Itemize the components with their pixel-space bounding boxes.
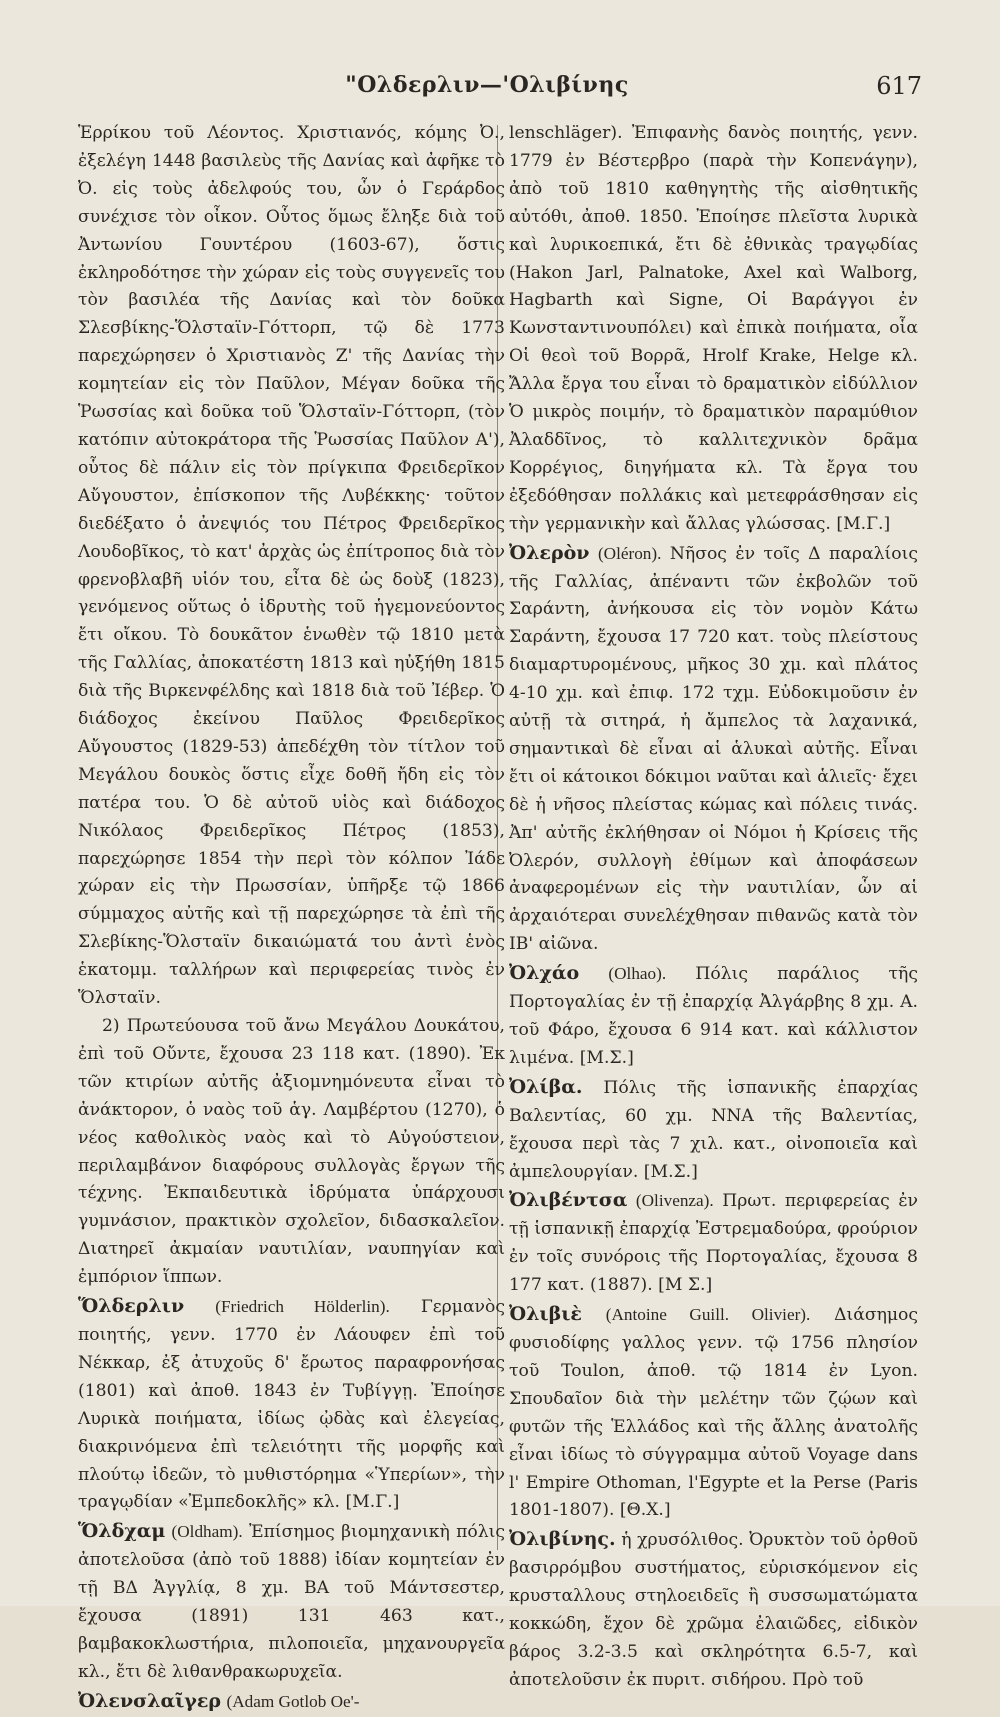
entry-text: Πόλις τῆς ἱσπανικῆς ἐπαρχίας Βαλεντίας, 60 χμ. ΝΝΑ τῆς Βαλεντίας, ἔχουσα περὶ τὰς 7 χιλ. κατ., οἰνοποιεῖα καὶ ἀμπελουργίαν. [Μ.Σ.] <box>509 1077 919 1182</box>
entry-latin-name: (Oldham). <box>171 1522 243 1542</box>
page-number: 617 <box>876 72 922 100</box>
entry-headword: Ὀλιβιὲ <box>509 1303 582 1326</box>
entry-headword: Ὀλιβέντσα <box>509 1189 628 1212</box>
entry-text: Γερμανὸς ποιητής, γενν. 1770 ἐν Λάουφεν ἐπὶ τοῦ Νέκκαρ, ἐξ ἀτυχοῦς δ' ἔρωτος παραφρονήσας (1801) καὶ ἀποθ. 1843 ἐν Τυβίγγῃ. Ἐποίησε Λυρικὰ ποιήματα, ἰδίως ᾠδὰς καὶ ἐλεγείας, διακρινόμενα ἐπὶ τελειότητι τῆς μορφῆς καὶ πλούτῳ ἰδεῶν, τὸ μυθιστόρημα «Ὑπερίων», τὴν τραγῳδίαν «Ἐμπεδοκλῆς» κλ. [Μ.Γ.] <box>78 1297 505 1513</box>
entry-latin-name: (Antoine Guill. Olivier). <box>605 1305 811 1325</box>
paragraph: Ἑρρίκου τοῦ Λέοντος. Χριστιανός, κόμης Ὀ., ἐξελέγη 1448 βασιλεὺς τῆς Δανίας καὶ ἀφῆκε τὸ Ὀ. εἰς τοὺς ἀδελφούς του, ὧν ὁ Γεράρδος συνέχισε τὸν οἶκον. Οὗτος ὅμως ἔληξε διὰ τοῦ Ἀντωνίου Γουντέρου (1603-67), ὅστις ἐκληροδότησε τὴν χώραν εἰς τοὺς συγγενεῖς του τὸν βασιλέα τῆς Δανίας καὶ τὸν δοῦκα Σλεσβίκης-Ὅλσταϊν-Γόττορπ, τῷ δὲ 1773 παρεχώρησεν ὁ Χριστιανὸς Ζ' τῆς Δανίας τὴν κομητείαν εἰς τὸν Παῦλον, Μέγαν δοῦκα τῆς Ῥωσσίας καὶ δοῦκα τοῦ Ὅλσταϊν-Γόττορπ, (τὸν κατόπιν αὐτοκράτορα τῆς Ῥωσσίας Παῦλον Α'), οὗτος δὲ πάλιν εἰς τὸν πρίγκιπα Φρειδερῖκον Αὔγουστον, ἐπίσκοπον τῆς Λυβέκκης· τοῦτον διεδέξατο ὁ ἀνεψιός του Πέτρος Φρειδερῖκος Λουδοβῖκος, τὸ κατ' ἀρχὰς ὡς ἐπίτροπος διὰ τὸν φρενοβλαβῆ υἱόν του, εἶτα δὲ ὡς δοὺξ (1823), γενόμενος οὕτως ὁ ἱδρυτὴς τοῦ ἡγεμονεύοντος ἔτι οἴκου. Τὸ δουκᾶτον ἑνωθὲν τῷ 1810 μετὰ τῆς Γαλλίας, ἀποκατέστη 1813 καὶ ηὐξήθη 1815 διὰ τῆς Βιρκενφέλδης καὶ 1818 διὰ τοῦ Ἰέβερ. Ὁ διάδοχος ἐκείνου Παῦλος Φρειδερῖκος Αὔγουστος (1829-53) ἀπεδέχθη τὸν τίτλον τοῦ Μεγάλου δουκὸς ὅστις εἶχε δοθῆ ἤδη εἰς τὸν πατέρα του. Ὁ δὲ αὐτοῦ υἱὸς καὶ διάδοχος Νικόλαος Φρειδερῖκος Πέτρος (1853), παρεχώρησε 1854 τὴν περὶ τὸν κόλπον Ἰάδε χώραν εἰς τὴν Πρωσσίαν, ὑπῆρξε τῷ 1866 σύμμαχος αὐτῆς καὶ τῇ παρεχώρησε τὰ ἐπὶ τῆς Σλεβίκης-Ὅλσταϊν δικαιώματά του ἀντὶ ἑνὸς ἑκατομμ. ταλλήρων καὶ περιφερείας τινὸς ἐν Ὅλσταϊν. <box>78 123 505 1009</box>
entry-text: Νῆσος ἐν τοῖς Δ παραλίοις τῆς Γαλλίας, ἀπέναντι τῶν ἐκβολῶν τοῦ Σαράντη, ἀνήκουσα εἰς τὸν νομὸν Κάτω Σαράντη, ἔχουσα 17 720 κατ. τοὺς πλείστους διαμαρτυρομένους, μῆκος 30 χμ. καὶ πλάτος 4-10 χμ. καὶ ἐπιφ. 172 τχμ. Εὐδοκιμοῦσιν ἐν αὐτῇ τὰ σιτηρά, ἡ ἄμπελος τὰ λαχανικά, σημαντικαὶ δὲ εἶναι αἱ ἁλυκαὶ αὐτῆς. Εἶναι ἔτι οἱ κάτοικοι δόκιμοι ναῦται καὶ ἁλιεῖς· ἔχει δὲ ἡ νῆσος πλείστας κώμας καὶ πόλεις τινάς. Ἀπ' αὐτῆς ἐκλήθησαν οἱ Νόμοι ἡ Κρίσεις τῆς Ὀλερόν, συλλογὴ ἐθίμων καὶ ἀποφάσεων ἀναφερομένων εἰς τὴν ναυτιλίαν, ὧν αἱ ἀρχαιότεραι συνελέχθησαν πιθανῶς κατὰ τὸν ΙΒ' αἰῶνα. <box>509 543 918 955</box>
entry-latin-name: (Olivenza). <box>635 1191 714 1211</box>
entry-latin-name: (Adam Gotlob Oe'- <box>226 1691 360 1711</box>
entry-headword: Ὀλιβίνης. <box>509 1528 616 1551</box>
dictionary-entry <box>509 1074 918 1187</box>
running-head: "Ολδερλιν—'Ολιβίνης <box>345 72 629 98</box>
entry-latin-name: (Friedrich Hölderlin). <box>215 1297 390 1317</box>
entry-text: ἡ χρυσόλιθος. Ὀρυκτὸν τοῦ ὀρθοῦ βασιρρόμβου συστήματος, εὑρισκόμενον εἰς κρυσταλλους στηλοειδεῖς ἢ συσσωματώματα κοκκώδη, ἔχον δὲ χρῶμα ἐλαιῶδες, εἰδικὸν βάρος 3.2-3.5 καὶ σκληρότητα 6.5-7, καὶ ἀποτελοῦσιν ἐκ πυριτ. σιδήρου. Πρὸ τοῦ <box>509 1530 918 1690</box>
entry-headword: Ὅλδερλιν <box>78 1295 185 1318</box>
entry-headword: Ὀλχάο <box>509 962 580 985</box>
entry-headword: Ὀλερὸν <box>509 541 590 564</box>
dictionary-entry <box>78 1293 505 1517</box>
left-column <box>78 120 505 1712</box>
paragraph: 2) Πρωτεύουσα τοῦ ἄνω Μεγάλου Δουκάτου, ἐπὶ τοῦ Οὔντε, ἔχουσα 23 118 κατ. (1890). Ἐκ τῶν κτιρίων αὐτῆς ἀξιομνημόνευτα εἶναι τὸ ἀνάκτορον, ὁ ναὸς τοῦ ἁγ. Λαμβέρτου (1270), ὁ νέος καθολικὸς ναὸς καὶ τὸ Αὐγούστειον, περιλαμβάνον διαφόρους συλλογὰς ἔργων τῆς τέχνης. Ἐκπαιδευτικὰ ἱδρύματα ὑπάρχουσι γυμνάσιον, πρακτικὸν σχολεῖον, διδασκαλεῖον. Διατηρεῖ ἀκμαίαν ναυτιλίαν, ναυπηγίαν καὶ ἐμπόριον ἵππων. <box>78 1016 505 1288</box>
entry-text: Πόλις παράλιος τῆς Πορτογαλίας ἐν τῇ ἐπαρχίᾳ Ἀλγάρβης 8 χμ. Α. τοῦ Φάρο, ἔχουσα 6 914 κατ. καὶ κάλλιστον λιμένα. [Μ.Σ.] <box>509 964 918 1068</box>
entry-headword: Ὅλδχαμ <box>78 1520 166 1543</box>
dictionary-entry <box>78 1518 505 1686</box>
dictionary-entry <box>509 540 918 960</box>
entry-latin-name: (Oléron). <box>597 543 662 563</box>
page-header <box>52 72 922 112</box>
paragraph: lenschläger). Ἐπιφανὴς δανὸς ποιητής, γενν. 1779 ἐν Βέστερβρο (παρὰ τὴν Κοπενάγην), ἀπὸ τοῦ 1810 καθηγητὴς τῆς αἰσθητικῆς αὐτόθι, ἀποθ. 1850. Ἐποίησε πλεῖστα λυρικὰ καὶ λυρικοεπικά, ἔτι δὲ ἐθνικὰς τραγῳδίας (Hakon Jarl, Palnatoke, Axel καὶ Walborg, Hagbarth καὶ Signe, Οἱ Βαράγγοι ἐν Κωνσταντινουπόλει) καὶ ἐπικὰ ποιήματα, οἷα Οἱ θεοὶ τοῦ Βορρᾶ, Hrolf Krake, Helge κλ. Ἄλλα ἔργα του εἶναι τὸ δραματικὸν εἰδύλλιον Ὁ μικρὸς ποιμήν, τὸ δραματικὸν παραμύθιον Ἀλαδδῖνος, τὸ καλλιτεχνικὸν δρᾶμα Κορρέγιος, διηγήματα κλ. Τὰ ἔργα του ἐξεδόθησαν πολλάκις καὶ μετεφράσθησαν εἰς τὴν γερμανικὴν καὶ ἄλλας γλώσσας. [Μ.Γ.] <box>509 123 918 534</box>
entry-headword: Ὀλενσλαῖγερ <box>78 1689 222 1712</box>
entry-text: Ἐπίσημος βιομηχανικὴ πόλις ἀποτελοῦσα (ἀπὸ τοῦ 1888) ἰδίαν κομητείαν ἐν τῇ ΒΔ Ἀγγλίᾳ, 8 χμ. ΒΑ τοῦ Μάντσεστερ, ἔχουσα (1891) 131 463 κατ., βαμβακοκλωστήρια, πιλοποιεῖα, μηχανουργεῖα κλ., ἔτι δὲ λιθανθρακωρυχεῖα. <box>78 1522 505 1682</box>
dictionary-entry <box>509 1187 918 1300</box>
entry-text: Πρωτ. περιφερείας ἐν τῇ ἱσπανικῇ ἐπαρχίᾳ Ἐστρεμαδούρα, φρούριον ἐν τοῖς συνόροις τῆς Πορτογαλίας, ἔχουσα 8 177 κατ. (1887). [Μ Σ.] <box>509 1191 918 1296</box>
entry-text: Διάσημος φυσιοδίφης γαλλος γενν. τῷ 1756 πλησίον τοῦ Toulon, ἀποθ. τῷ 1814 ἐν Lyon. Σπουδαῖον διὰ τὴν μελέτην τῶν ζῴων καὶ φυτῶν τῆς Ἑλλάδος καὶ τῆς ἄλλης ἀνατολῆς εἶναι ἰδίως τὸ σύγγραμμα αὐτοῦ Voyage dans l' Empire Othoman, l'Egypte et la Perse (Paris 1801-1807). [Θ.Χ.] <box>509 1305 919 1521</box>
dictionary-entry <box>78 1688 505 1717</box>
dictionary-entry <box>509 960 918 1073</box>
right-column <box>509 120 919 1690</box>
entry-latin-name: (Olhao). <box>608 964 667 984</box>
dictionary-entry <box>509 1301 918 1525</box>
dictionary-entry <box>509 1526 918 1694</box>
entry-headword: Ὀλίβα. <box>509 1075 583 1098</box>
